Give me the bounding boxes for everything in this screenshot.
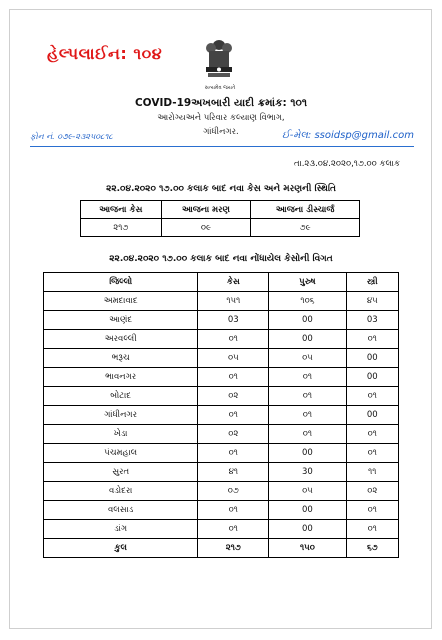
- table-cell: સુરત: [44, 463, 198, 482]
- table-cell: ૦૨: [198, 387, 269, 406]
- table-cell: ખેડા: [44, 425, 198, 444]
- table-cell: વલસાડ: [44, 501, 198, 520]
- table-cell: આણંદ: [44, 311, 198, 330]
- district-table: [43, 272, 399, 558]
- header-cell: આજના ડીસ્ચાર્જ: [251, 201, 360, 219]
- table-cell: ૦૧: [346, 387, 398, 406]
- table-cell: ૦૧: [198, 520, 269, 539]
- table-cell: ૦૧: [198, 330, 269, 349]
- value-cell: ૦૯: [161, 219, 251, 237]
- table-cell: બોટાદ: [44, 387, 198, 406]
- table-cell: 03: [346, 311, 398, 330]
- table-cell: ૦૫: [198, 349, 269, 368]
- table-row: [44, 368, 399, 387]
- header-cell: કેસ: [198, 273, 269, 292]
- table-cell: 00: [269, 501, 346, 520]
- table-cell: ૪૫: [346, 292, 398, 311]
- email-address: ઈ-મેલ: ssoidsp@gmail.com: [281, 130, 414, 141]
- release-date: તા.૨૩.૦૪.૨૦૨૦,૧૭.૦૦ કલાક: [294, 159, 400, 169]
- summary-value-row: [81, 219, 360, 237]
- table-cell: ૦૧: [346, 520, 398, 539]
- emblem-motto: સત્યમેવ જયતે: [204, 85, 236, 91]
- table-cell: ૦૧: [198, 444, 269, 463]
- table-cell: 00: [346, 349, 398, 368]
- table-cell: ૦૧: [269, 387, 346, 406]
- table-cell: ૦૧: [346, 444, 398, 463]
- summary-title: ૨૨.૦૪.૨૦૨૦ ૧૭.૦૦ કલાક બાદ નવા કેસ અને મરણની સ્થિતિ: [106, 184, 336, 194]
- table-cell: ૦૧: [198, 368, 269, 387]
- header-cell: પુરુષ: [269, 273, 346, 292]
- table-row: [44, 520, 399, 539]
- table-cell: ૧૫૧: [198, 292, 269, 311]
- table-row: [44, 501, 399, 520]
- table-cell: અમદાવાદ: [44, 292, 198, 311]
- table-cell: 00: [346, 406, 398, 425]
- table-cell: ૦૧: [198, 406, 269, 425]
- summary-table: [80, 200, 360, 237]
- total-cell: ૨૧૭: [198, 539, 269, 558]
- table-row: [44, 482, 399, 501]
- value-cell: ૨૧૭: [81, 219, 162, 237]
- total-cell: કુલ: [44, 539, 198, 558]
- table-row: [44, 463, 399, 482]
- detail-title: ૨૨.૦૪.૨૦૨૦ ૧૭.૦૦ કલાક બાદ નવા નોંધાયેલ કેસોની વિગત: [109, 254, 333, 264]
- table-cell: ૦૨: [198, 425, 269, 444]
- table-cell: 00: [269, 444, 346, 463]
- table-row: [44, 349, 399, 368]
- table-row: [44, 444, 399, 463]
- helpline-heading: હેલ્પલાઈન: ૧૦૪: [47, 44, 163, 63]
- table-cell: 00: [269, 330, 346, 349]
- table-cell: 00: [269, 520, 346, 539]
- total-row: [44, 539, 399, 558]
- table-cell: ૦૧: [269, 406, 346, 425]
- table-cell: ૦૧: [346, 501, 398, 520]
- table-cell: અરવલ્લી: [44, 330, 198, 349]
- table-cell: 03: [198, 311, 269, 330]
- table-cell: 00: [269, 311, 346, 330]
- table-cell: ૦૧: [198, 501, 269, 520]
- table-row: [44, 425, 399, 444]
- table-cell: વડોદરા: [44, 482, 198, 501]
- table-cell: ૦૭: [198, 482, 269, 501]
- table-cell: 30: [269, 463, 346, 482]
- header-divider: [30, 146, 414, 147]
- table-row: [44, 311, 399, 330]
- header-cell: આજના કેસ: [81, 201, 162, 219]
- value-cell: ૭૯: [251, 219, 360, 237]
- table-row: [44, 292, 399, 311]
- table-cell: ૪૧: [198, 463, 269, 482]
- table-cell: ૦૨: [346, 482, 398, 501]
- table-row: [44, 330, 399, 349]
- table-cell: ૦૧: [346, 425, 398, 444]
- table-cell: ૦૧: [269, 425, 346, 444]
- table-cell: ૦૫: [269, 349, 346, 368]
- table-cell: 00: [346, 368, 398, 387]
- summary-header-row: [81, 201, 360, 219]
- total-cell: ૧૫૦: [269, 539, 346, 558]
- table-row: [44, 387, 399, 406]
- table-cell: ડાંગ: [44, 520, 198, 539]
- department-name: આરોગ્યઅને પરિવાર કલ્યાણ વિભાગ,: [157, 113, 285, 123]
- phone-number: ફોન નં. ૦૭૯-૨૩૨૫૦૮૧૮: [30, 132, 113, 141]
- table-cell: ભાવનગર: [44, 368, 198, 387]
- table-cell: ૧૧: [346, 463, 398, 482]
- table-row: [44, 406, 399, 425]
- city-name: ગાંધીનગર.: [203, 127, 239, 137]
- table-cell: પંચમહાલ: [44, 444, 198, 463]
- table-cell: ૦૧: [269, 368, 346, 387]
- header-cell: સ્ત્રી: [346, 273, 398, 292]
- header-cell: આજના મરણ: [161, 201, 251, 219]
- table-cell: ૦૧: [346, 330, 398, 349]
- table-cell: ૧૦૬: [269, 292, 346, 311]
- header-cell: જિલ્લો: [44, 273, 198, 292]
- bulletin-number: COVID-19અખબારી યાદી ક્રમાંક: ૧૦૧: [134, 97, 308, 109]
- total-cell: ૬૭: [346, 539, 398, 558]
- table-cell: ગાંધીનગર: [44, 406, 198, 425]
- district-header-row: [44, 273, 399, 292]
- state-emblem-icon: [202, 37, 236, 85]
- table-cell: ભરૂચ: [44, 349, 198, 368]
- table-cell: ૦૫: [269, 482, 346, 501]
